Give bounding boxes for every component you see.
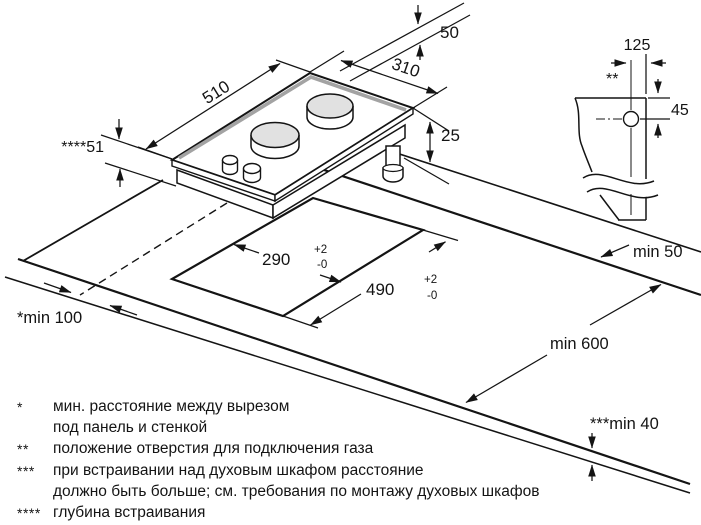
min-oven-gap-label: ***min 40 xyxy=(590,415,659,433)
footnote-4-text: глубина встраивания xyxy=(53,504,206,521)
gas-pipe xyxy=(383,146,403,182)
footnote-1-text: мин. расстояние между вырезом под панель и стенкой xyxy=(53,398,290,436)
cutout-width-tol-minus: -0 xyxy=(317,259,328,271)
min-depth-label: min 600 xyxy=(550,335,609,353)
footnote-4-marker: **** xyxy=(17,505,41,521)
dim-embed-depth xyxy=(101,119,176,187)
cutout-width-tol-plus: +2 xyxy=(314,244,328,256)
hole-height-label: 45 xyxy=(671,102,689,119)
cutout-length-label: 490 xyxy=(366,280,395,299)
min-wall-label: *min 100 xyxy=(17,309,83,327)
hob-length-label: 510 xyxy=(199,76,234,108)
cutout-length-tol-minus: -0 xyxy=(427,290,438,302)
footnote-3-text: при встраивании над духовым шкафом расстояние должно быть больше; см. требования по монтажу духовых шкафов xyxy=(53,462,540,500)
worktop-left-edge xyxy=(23,180,163,261)
top-gap-label: 50 xyxy=(440,23,459,42)
footnote-2-text: положение отверстия для подключения газа xyxy=(53,440,374,457)
min-back-label: min 50 xyxy=(633,243,683,261)
hob-width-label: 310 xyxy=(389,54,423,82)
box-height-label: 25 xyxy=(441,126,460,145)
hole-offset-label: 125 xyxy=(623,37,651,54)
gas-hole xyxy=(624,112,639,127)
footnote-3 xyxy=(17,460,577,502)
burner-front xyxy=(251,123,299,159)
embed-depth-label: ****51 xyxy=(61,139,104,156)
footnote-4 xyxy=(17,502,577,524)
footnotes xyxy=(17,396,577,524)
cutout-length-tol-plus: +2 xyxy=(424,274,438,286)
footnote-1 xyxy=(17,396,577,438)
dim-box-height xyxy=(404,108,449,184)
side-panel-detail xyxy=(575,37,689,220)
burner-back xyxy=(307,94,353,129)
control-knob-1 xyxy=(223,156,238,175)
gas-hole-mark: ** xyxy=(606,71,619,88)
cutout-width-label: 290 xyxy=(262,250,291,269)
wall-back-edge xyxy=(378,147,701,252)
dim-min-back xyxy=(601,245,629,257)
footnote-3-marker: *** xyxy=(17,463,35,479)
control-knob-2 xyxy=(244,164,261,183)
footnote-2 xyxy=(17,438,577,460)
footnote-1-marker: * xyxy=(17,399,23,415)
footnote-2-marker: ** xyxy=(17,441,29,457)
